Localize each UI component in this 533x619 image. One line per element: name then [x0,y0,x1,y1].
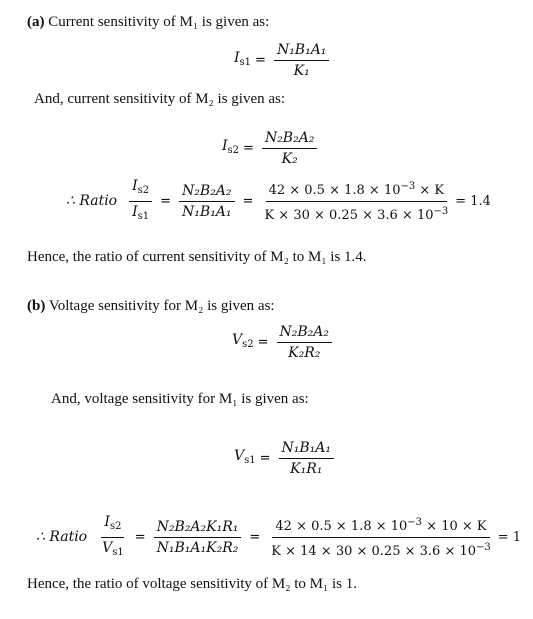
eq-lhs: $I_{s2}$ [222,138,240,156]
ratio-fraction-1: $\frac{I_{s2}}{V_{s1}}$ [102,514,124,558]
part-b-equation-2 [234,440,338,477]
part-a-equation-2 [222,130,321,167]
equals-sign: = [243,141,254,156]
ratio-fraction-1: $\frac{I_{s2}}{I_{s1}}$ [129,178,152,225]
part-a-heading: (a) [27,14,45,30]
ratio-fraction-3: $\frac{42 \times 0.5 \times 1.8 \times 10^{-3} \times 10 \times K}{K \times 14 \times 30 \times 0.25 \times 3.6 \times 10^{-3}}$ [271,517,491,559]
equals-sign: = [249,530,261,545]
part-a-conclusion: Hence, the ratio of current sensitivity of M₂ to M₁ is 1.4. [27,249,367,265]
equals-sign: = [242,194,254,209]
part-b-intro-text: Voltage sensitivity for M₂ is given as: [48,298,275,314]
part-a-intro-text: Current sensitivity of M₁ is given as: [48,14,270,30]
ratio-result: = 1.4 [455,194,491,209]
eq-denominator: K₂ [281,151,298,167]
ratio-fraction-2: $\frac{\text{N₂B₂A₂K₁R₁}}{\text{N₁B₁A₁K₂R₂}}$ [154,519,242,556]
part-b-equation-1 [232,324,336,361]
eq-fraction [277,324,333,361]
eq-fraction [279,440,335,477]
part-b-conclusion: Hence, the ratio of voltage sensitivity of M₂ to M₁ is 1. [27,576,357,592]
equals-sign: = [255,53,266,68]
eq-denominator: K₁ [293,63,310,79]
eq-denominator: K₁R₁ [290,461,323,477]
equals-sign: = [259,451,271,466]
eq-numerator: N₂B₂A₂ [262,130,318,149]
part-b-intro-line [27,297,275,315]
eq-denominator: K₂R₂ [288,345,321,361]
part-b-ratio-equation [36,514,521,561]
part-b-intro-2: And, voltage sensitivity for M₁ is given as: [51,391,309,407]
eq-numerator: N₂B₂A₂ [277,324,333,343]
eq-numerator: N₁B₁A₁ [279,440,335,459]
eq-numerator: N₁B₁A₁ [274,42,330,61]
ratio-label: ∴ Ratio [66,193,118,209]
ratio-fraction-3: $\frac{42 \times 0.5 \times 1.8 \times 10^{-3} \times K}{K \times 30 \times 0.25 \times 3.6 \times 10^{-3}}$ [264,181,449,223]
ratio-fraction-2: $\frac{\text{N₂B₂A₂}}{\text{N₁B₁A₁}}$ [179,183,235,220]
eq-lhs: $V_{s2}$ [232,332,254,350]
eq-lhs: $V_{s1}$ [234,448,256,466]
equals-sign: = [257,335,269,350]
equals-sign: = [134,530,146,545]
part-a-ratio-equation [66,178,491,225]
ratio-result: = 1 [497,530,522,545]
eq-fraction [262,130,318,167]
ratio-label: ∴ Ratio [36,529,88,545]
part-a-intro-line [27,13,269,31]
equals-sign: = [160,194,172,209]
part-a-equation-1 [234,42,333,79]
part-a-intro-2: And, current sensitivity of M₂ is given as: [34,91,286,107]
part-b-heading: (b) [27,298,46,314]
eq-lhs: $I_{s1}$ [234,50,252,68]
eq-fraction [274,42,330,79]
